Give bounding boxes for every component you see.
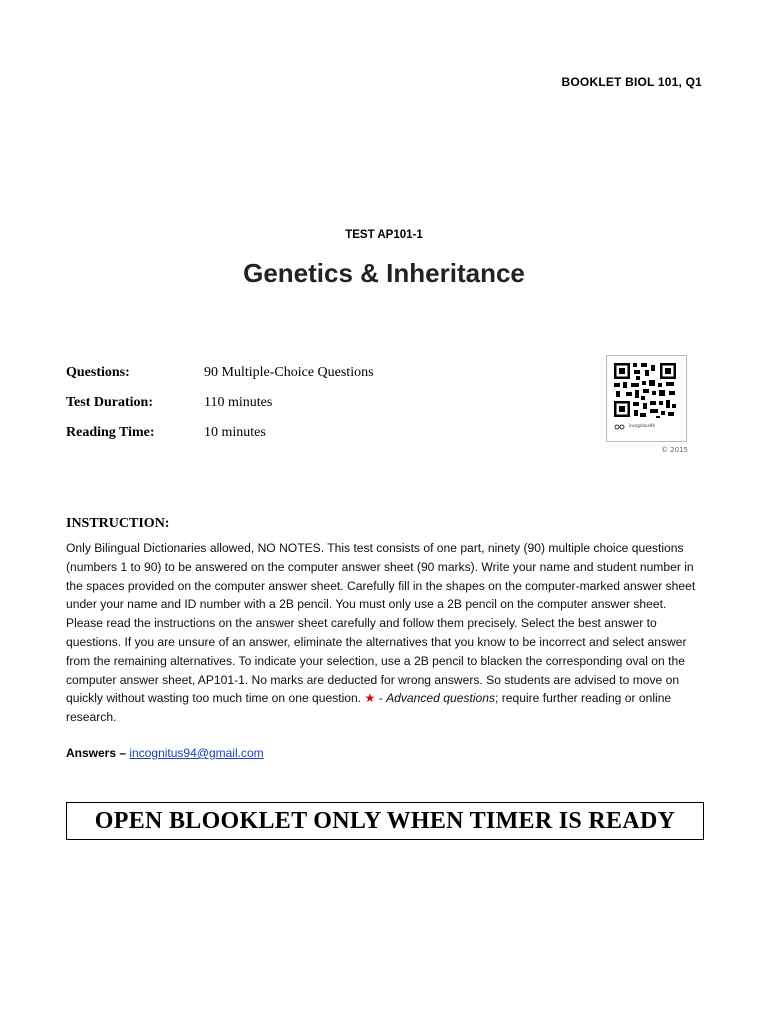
advanced-label: Advanced questions [386,691,496,706]
info-row-reading-time [66,425,504,455]
info-value: 90 Multiple-Choice Questions [204,365,374,380]
page-title: Genetics & Inheritance [243,258,525,288]
instruction-body [66,539,706,727]
answers-email-link[interactable]: incognitus94@gmail.com [129,746,264,760]
test-info-table [66,365,504,455]
info-value: 10 minutes [204,425,266,440]
info-label: Test Duration: [66,395,153,410]
info-row-questions [66,365,504,395]
copyright-text: © 2015 [660,446,688,454]
test-code: TEST AP101-1 [345,229,423,241]
info-row-duration [66,395,504,425]
qr-caption: incognitus94 [629,423,655,428]
qr-code-card [606,355,687,442]
info-label: Questions: [66,365,130,380]
instruction-text: Only Bilingual Dictionaries allowed, NO NOTES. This test consists of one part, ninety (90) multiple choice questions (numbers 1 to 90) to be answered on the computer answer sheet (90 marks). Write your name and student number in the spaces provided on the computer answer sheet. Carefully fill in the shapes on the computer-marked answer sheet under your name and ID number with a 2B pencil. You must only use a 2B pencil on the computer answer sheet. Please read the instructions on the answer sheet carefully and follow them precisely. Select the best answer to questions. If you are unsure of an answer, eliminate the alternatives that you know to be incorrect and select answer from the remaining alternatives. To indicate your selection, use a 2B pencil to blacken the corresponding oval on the computer answer sheet, AP101-1. No marks are deducted for wrong answers. So students are advised to move on quickly without wasting too much time on one question. [66,541,696,706]
advanced-prefix: - [375,691,387,706]
warning-banner [66,802,704,840]
star-icon: ★ [364,691,376,706]
instruction-heading: INSTRUCTION: [66,516,170,531]
booklet-code: BOOKLET BIOL 101, Q1 [561,75,702,89]
answers-label: Answers – [66,746,130,760]
advanced-suffix: ; require further reading or online research. [66,691,672,725]
answers-line [66,746,264,760]
info-value: 110 minutes [204,395,273,410]
info-label: Reading Time: [66,425,155,440]
warning-text: OPEN BLOOKLET ONLY WHEN TIMER IS READY [94,807,676,834]
